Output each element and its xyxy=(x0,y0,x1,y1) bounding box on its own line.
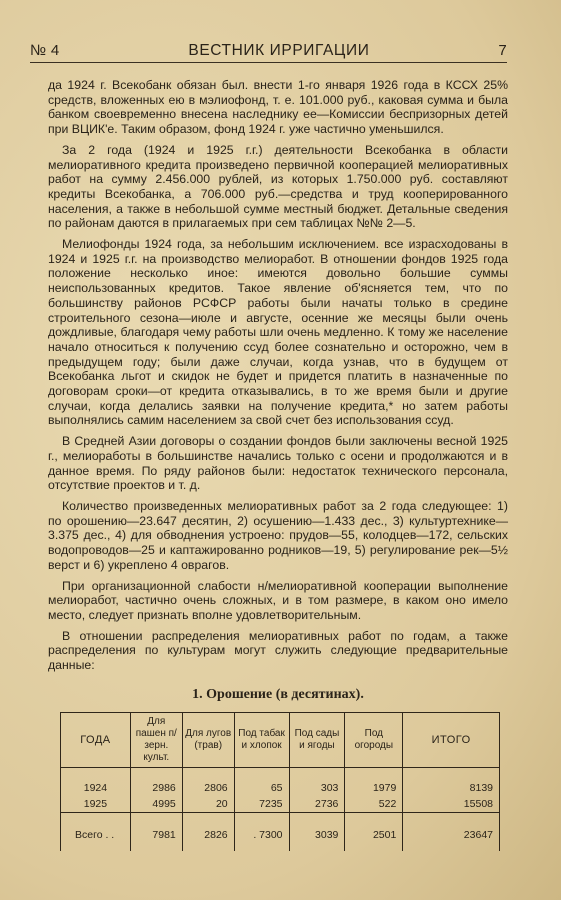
paragraph: В Средней Азии договоры о создании фондов были заключены весной 1925 г., мелиоработы в большинстве начались только с осени и продолжаются и в данное время. По ряду районов были: недостаток технического персонала, отсутствие проектов и т. д. xyxy=(48,434,508,493)
table-row xyxy=(61,768,500,797)
table-row xyxy=(61,796,500,813)
paragraph: Количество произведенных мелиоративных работ за 2 года следующее: 1) по орошению—23.647 десятин, 2) осушению—1.433 дес., 3) культуртехнике—3.375 дес., 4) для обводнения устроено: прудов—55, колодцев—172, сельских водопроводов—25 и каптажированно родников—19, 5) регулирование рек—5½ верст и 6) укреплено 4 оврагов. xyxy=(48,498,508,572)
header-tobacco-cotton: Под табак и хлопок xyxy=(234,713,289,768)
cell-meadows: 2806 xyxy=(182,768,234,797)
journal-title: ВЕСТНИК ИРРИГАЦИИ xyxy=(188,42,370,59)
cell-meadows: 2826 xyxy=(182,813,234,852)
cell-grain: 7981 xyxy=(130,813,182,852)
cell-tobacco-cotton: 7235 xyxy=(234,796,289,813)
cell-year: 1925 xyxy=(61,796,131,813)
cell-total: 15508 xyxy=(403,796,500,813)
paragraph: В отношении распределения мелиоративных работ по годам, а также распределения по культурам могут служить следующие предварительные данные: xyxy=(48,628,508,673)
cell-gardens: 2501 xyxy=(345,813,403,852)
cell-orchards: 3039 xyxy=(289,813,345,852)
paragraph: Мелиофонды 1924 года, за небольшим исключением. все израсходованы в 1924 и 1925 г.г. на производство мелиоработ. В отношении фондов 1925 года положение несколько иное: имеются довольно большие суммы неиспользованных кредитов. Такое явление об'ясняется тем, что по большинству районов РСФСР работы были начаты только в средине строительного сезона—июле и августе, осенние же месяцы были очень дождливые, благодаря чему работы шли очень медленно. К тому же население начало относиться к получению ссуд более сознательно и осторожно, чем в предыдущем году; были даже случаи, когда узнав, что в будущем от Всекобанка льгот и скидок не будет и придется платить в назначенные по договорам сроки—от кредита отказывались, в то же время были и другие случаи, когда делались заявки на получение кредита,* но затем работы выполнялись самим населением за свой счет без использования ссуд. xyxy=(48,237,508,428)
cell-orchards: 303 xyxy=(289,768,345,797)
page-number: 7 xyxy=(498,42,507,59)
cell-total: 23647 xyxy=(403,813,500,852)
cell-tobacco-cotton: . 7300 xyxy=(234,813,289,852)
header-year: ГОДА xyxy=(61,713,131,768)
table-title: 1. Орошение (в десятинах). xyxy=(192,687,364,702)
cell-gardens: 1979 xyxy=(345,768,403,797)
cell-total-label: Всего . . xyxy=(61,813,131,852)
paragraph: За 2 года (1924 и 1925 г.г.) деятельности Всекобанка в области мелиоративного кредита произведено первичной кооперацией мелиоративных работ на сумму 2.456.000 рублей, из которых 1.750.000 руб. составляют кредиты Всекобанка, а 706.000 руб.—средства и труд кооперированного населения, а также в небольшой сумме местный бюджет. Детальные сведения по районам даются в прилагаемых при сем таблицах №№ 2—5. xyxy=(48,142,508,231)
cell-grain: 2986 xyxy=(130,768,182,797)
cell-grain: 4995 xyxy=(130,796,182,813)
cell-tobacco-cotton: 65 xyxy=(234,768,289,797)
article-body xyxy=(48,78,508,679)
header-orchards: Под сады и ягоды xyxy=(289,713,345,768)
header-meadows: Для лугов (трав) xyxy=(182,713,234,768)
header-gardens: Под огороды xyxy=(345,713,403,768)
paragraph: да 1924 г. Всекобанк обязан был. внести 1-го января 1926 года в КССХ 25% средств, вложенных ею в мэлиофонд, т. е. 101.000 руб., каковая сумма и была банком своевременно внесена наследнику ее—Комиссии беспризорных детей при ВЦИК'е. Таким образом, фонд 1924 г. уже частично уменьшился. xyxy=(48,78,508,137)
cell-orchards: 2736 xyxy=(289,796,345,813)
header-total: ИТОГО xyxy=(403,713,500,768)
cell-meadows: 20 xyxy=(182,796,234,813)
cell-year: 1924 xyxy=(61,768,131,797)
cell-total: 8139 xyxy=(403,768,500,797)
irrigation-table xyxy=(60,712,500,851)
table-total-row xyxy=(61,813,500,852)
page-header xyxy=(30,42,507,63)
table-header-row xyxy=(61,713,500,768)
paragraph: При организационной слабости н/мелиоративной кооперации выполнение мелиоработ, частично очень сложных, и в том размере, в каком оно имело место, следует признать вполне удовлетворительным. xyxy=(48,578,508,622)
issue-number: № 4 xyxy=(30,42,60,59)
cell-gardens: 522 xyxy=(345,796,403,813)
header-grain: Для пашен п/зерн. культ. xyxy=(130,713,182,768)
